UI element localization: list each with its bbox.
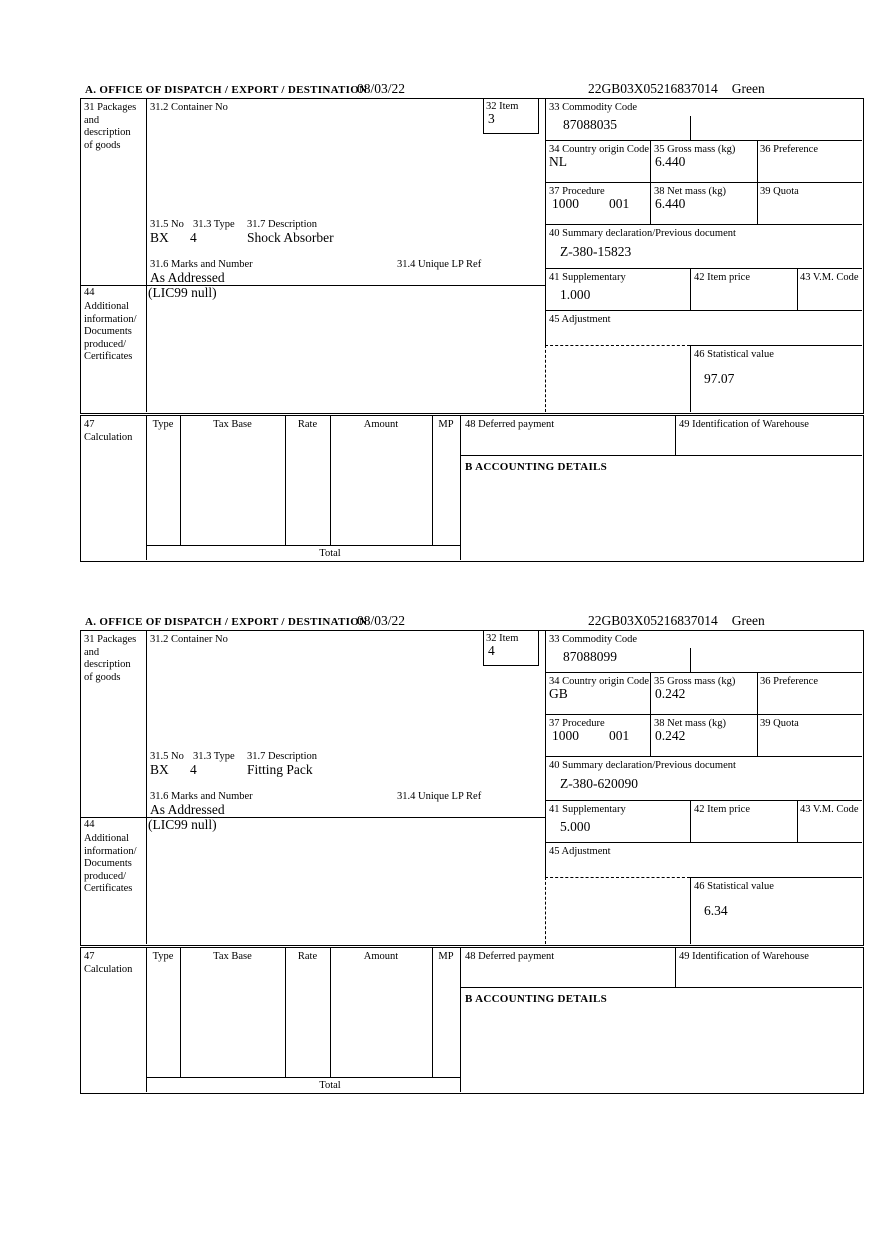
label-net-mass: 38 Net mass (kg): [654, 186, 727, 197]
declaration-item-section: [0, 614, 882, 1092]
label-container-no: 31.2 Container No: [150, 102, 228, 113]
routing-status: Green: [731, 81, 765, 96]
grid-line: [690, 268, 691, 310]
label-additional-number: 44: [84, 819, 95, 830]
label-calculation: 47 Calculation: [84, 419, 133, 443]
label-calculation: 47 Calculation: [84, 951, 133, 975]
package-no-value: BX: [150, 762, 169, 777]
office-of-dispatch-heading: A. OFFICE OF DISPATCH / EXPORT / DESTINATION: [85, 616, 368, 628]
supplementary-value: 1.000: [560, 287, 591, 302]
grid-line: [545, 268, 862, 269]
label-procedure: 37 Procedure: [549, 718, 605, 729]
grid-line: [757, 672, 758, 756]
grid-line: [460, 987, 862, 988]
grid-line: [757, 140, 758, 224]
commodity-code-value: 87088099: [563, 649, 617, 664]
accounting-details-heading: B ACCOUNTING DETAILS: [465, 993, 608, 1005]
declaration-item-section: [0, 82, 882, 560]
goods-item-box: [80, 98, 864, 414]
goods-item-box: [80, 630, 864, 946]
column-header-type: Type: [152, 419, 174, 430]
grid-line: [545, 224, 862, 225]
declaration-reference: [588, 82, 765, 97]
calculation-outer-box: [80, 415, 864, 562]
grid-line: [285, 947, 286, 1077]
grid-line: [146, 415, 147, 560]
label-warehouse: 49 Identification of Warehouse: [679, 951, 809, 962]
commodity-code-divider: [690, 116, 691, 140]
label-item: 32 Item: [486, 101, 519, 112]
label-summary-declaration: 40 Summary declaration/Previous document: [549, 760, 736, 771]
column-header-rate: Rate: [297, 951, 318, 962]
label-item-price: 42 Item price: [694, 804, 750, 815]
column-header-tax-base: Tax Base: [213, 419, 252, 430]
grid-line: [545, 630, 546, 877]
label-quota: 39 Quota: [760, 718, 799, 729]
declaration-reference: [588, 614, 765, 629]
grid-line: [545, 310, 862, 311]
grid-line: [460, 947, 461, 1092]
label-supplementary: 41 Supplementary: [549, 804, 626, 815]
statistical-value: 6.34: [704, 903, 728, 918]
grid-line: [180, 947, 181, 1077]
label-unique-lp-ref: 31.4 Unique LP Ref: [397, 791, 482, 802]
additional-info-value: (LIC99 null): [148, 285, 217, 300]
label-procedure: 37 Procedure: [549, 186, 605, 197]
label-net-mass: 38 Net mass (kg): [654, 718, 727, 729]
procedure-code-additional: 001: [609, 728, 630, 743]
country-origin-value: NL: [549, 154, 567, 169]
grid-line: [545, 98, 546, 345]
label-packages: 31 Packages and description of goods: [84, 634, 137, 683]
procedure-value: [552, 197, 629, 212]
label-total: Total: [319, 548, 341, 559]
label-deferred-payment: 48 Deferred payment: [465, 951, 555, 962]
gross-mass-value: 0.242: [655, 686, 686, 701]
label-item: 32 Item: [486, 633, 519, 644]
column-header-amount: Amount: [363, 951, 399, 962]
label-vm-code: 43 V.M. Code: [800, 272, 859, 283]
commodity-code-value: 87088035: [563, 117, 617, 132]
dashed-grid-line: [545, 345, 690, 346]
goods-description-value: Fitting Pack: [247, 762, 313, 777]
label-warehouse: 49 Identification of Warehouse: [679, 419, 809, 430]
grid-line: [797, 268, 798, 310]
grid-line: [330, 947, 331, 1077]
label-marks-and-number: 31.6 Marks and Number: [150, 259, 253, 270]
gross-mass-value: 6.440: [655, 154, 686, 169]
label-additional-text: Additional information/ Documents produced/ Certificates: [84, 833, 137, 895]
grid-line: [460, 455, 862, 456]
marks-value: As Addressed: [150, 270, 225, 285]
label-statistical-value: 46 Statistical value: [694, 881, 774, 892]
label-commodity-code: 33 Commodity Code: [549, 634, 638, 645]
summary-declaration-value: Z-380-15823: [560, 244, 632, 259]
grid-line: [690, 345, 862, 346]
grid-line: [545, 672, 862, 673]
label-packages: 31 Packages and description of goods: [84, 102, 137, 151]
dashed-grid-line: [545, 877, 690, 878]
additional-info-value: (LIC99 null): [148, 817, 217, 832]
marks-value: As Addressed: [150, 802, 225, 817]
label-additional-text: Additional information/ Documents produced/ Certificates: [84, 301, 137, 363]
grid-line: [146, 947, 147, 1092]
summary-declaration-value: Z-380-620090: [560, 776, 638, 791]
label-vm-code: 43 V.M. Code: [800, 804, 859, 815]
label-adjustment: 45 Adjustment: [549, 314, 611, 325]
grid-line: [690, 877, 691, 944]
label-preference: 36 Preference: [760, 144, 819, 155]
item-number-value: 3: [488, 111, 495, 126]
label-total: Total: [319, 1080, 341, 1091]
label-preference: 36 Preference: [760, 676, 819, 687]
dashed-grid-line: [545, 345, 546, 412]
grid-line: [690, 800, 691, 842]
label-summary-declaration: 40 Summary declaration/Previous document: [549, 228, 736, 239]
mrn-number: 22GB03X05216837014: [588, 81, 718, 96]
label-adjustment: 45 Adjustment: [549, 846, 611, 857]
label-goods-description: 31.7 Description: [247, 751, 317, 762]
grid-line: [432, 947, 433, 1077]
grid-line: [675, 415, 676, 455]
procedure-code-additional: 001: [609, 196, 630, 211]
grid-line: [690, 345, 691, 412]
country-origin-value: GB: [549, 686, 568, 701]
statistical-value: 97.07: [704, 371, 735, 386]
grid-line: [180, 415, 181, 545]
grid-line: [285, 415, 286, 545]
grid-line: [545, 714, 862, 715]
label-item-price: 42 Item price: [694, 272, 750, 283]
grid-line: [545, 842, 862, 843]
net-mass-value: 6.440: [655, 196, 686, 211]
grid-line: [545, 800, 862, 801]
dashed-grid-line: [545, 877, 546, 944]
label-additional-number: 44: [84, 287, 95, 298]
label-package-type: 31.3 Type: [193, 219, 235, 230]
net-mass-value: 0.242: [655, 728, 686, 743]
grid-line: [545, 140, 862, 141]
label-gross-mass: 35 Gross mass (kg): [654, 676, 736, 687]
dispatch-date: 08/03/22: [357, 81, 406, 96]
label-supplementary: 41 Supplementary: [549, 272, 626, 283]
label-statistical-value: 46 Statistical value: [694, 349, 774, 360]
grid-line: [146, 98, 147, 412]
grid-line: [690, 877, 862, 878]
label-container-no: 31.2 Container No: [150, 634, 228, 645]
label-country-origin: 34 Country origin Code: [549, 144, 650, 155]
label-unique-lp-ref: 31.4 Unique LP Ref: [397, 259, 482, 270]
mrn-number: 22GB03X05216837014: [588, 613, 718, 628]
grid-line: [330, 415, 331, 545]
calculation-outer-box: [80, 947, 864, 1094]
package-type-value: 4: [190, 762, 197, 777]
grid-line: [650, 672, 651, 756]
procedure-code: 1000: [552, 728, 579, 743]
item-number-value: 4: [488, 643, 495, 658]
label-package-no: 31.5 No: [150, 219, 184, 230]
commodity-code-divider: [690, 648, 691, 672]
package-type-value: 4: [190, 230, 197, 245]
grid-line: [545, 182, 862, 183]
accounting-details-heading: B ACCOUNTING DETAILS: [465, 461, 608, 473]
package-no-value: BX: [150, 230, 169, 245]
goods-description-value: Shock Absorber: [247, 230, 334, 245]
label-gross-mass: 35 Gross mass (kg): [654, 144, 736, 155]
column-header-mp: MP: [438, 419, 454, 430]
column-header-rate: Rate: [297, 419, 318, 430]
grid-line: [675, 947, 676, 987]
grid-line: [432, 415, 433, 545]
grid-line: [797, 800, 798, 842]
routing-status: Green: [731, 613, 765, 628]
label-package-no: 31.5 No: [150, 751, 184, 762]
grid-line: [146, 630, 147, 944]
label-goods-description: 31.7 Description: [247, 219, 317, 230]
supplementary-value: 5.000: [560, 819, 591, 834]
procedure-code: 1000: [552, 196, 579, 211]
dispatch-date: 08/03/22: [357, 613, 406, 628]
column-header-amount: Amount: [363, 419, 399, 430]
grid-line: [650, 140, 651, 224]
column-header-mp: MP: [438, 951, 454, 962]
label-country-origin: 34 Country origin Code: [549, 676, 650, 687]
total-row-line: [146, 545, 460, 546]
label-marks-and-number: 31.6 Marks and Number: [150, 791, 253, 802]
grid-line: [545, 756, 862, 757]
label-commodity-code: 33 Commodity Code: [549, 102, 638, 113]
label-quota: 39 Quota: [760, 186, 799, 197]
total-row-line: [146, 1077, 460, 1078]
column-header-type: Type: [152, 951, 174, 962]
procedure-value: [552, 729, 629, 744]
grid-line: [460, 415, 461, 560]
label-deferred-payment: 48 Deferred payment: [465, 419, 555, 430]
office-of-dispatch-heading: A. OFFICE OF DISPATCH / EXPORT / DESTINATION: [85, 84, 368, 96]
label-package-type: 31.3 Type: [193, 751, 235, 762]
column-header-tax-base: Tax Base: [213, 951, 252, 962]
